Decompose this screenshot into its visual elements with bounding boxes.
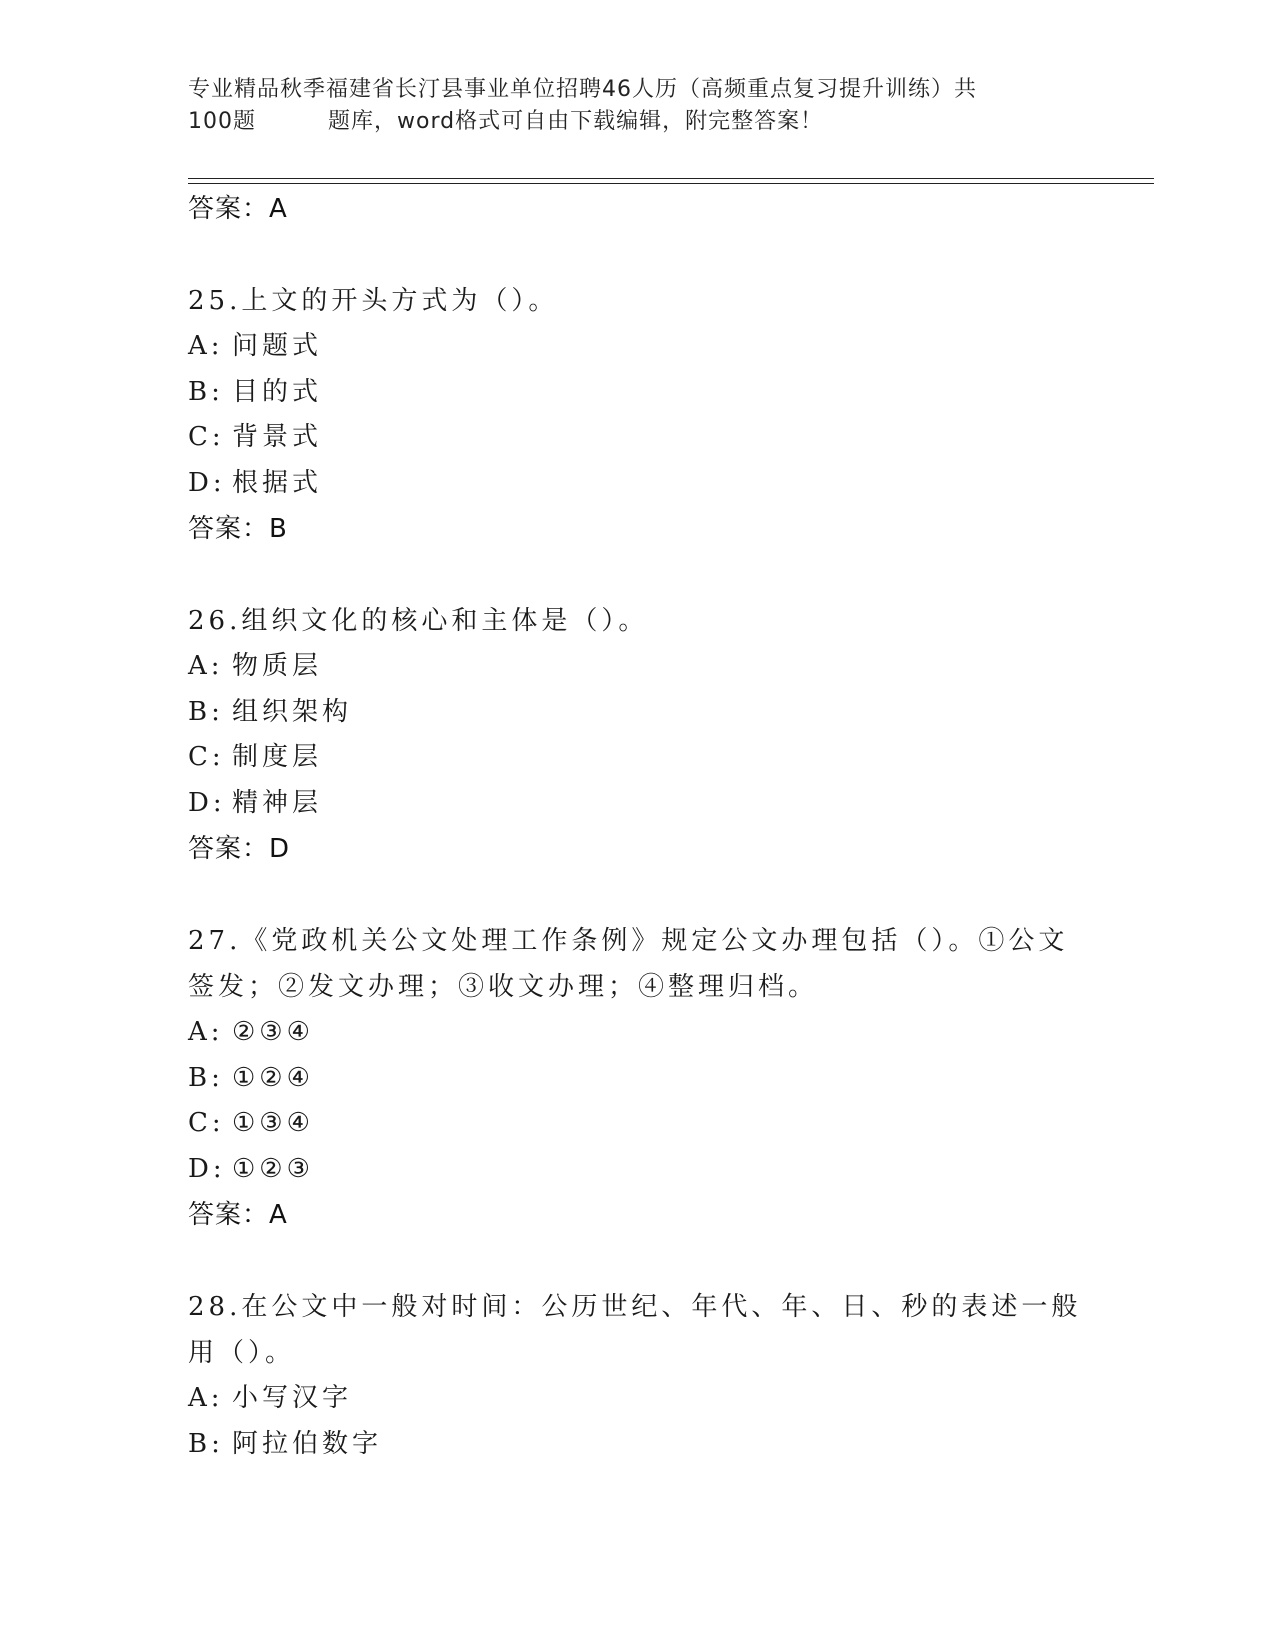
option-d <box>188 1147 1088 1193</box>
question-text: 25.上文的开头方式为（）。 <box>188 286 559 316</box>
option-b <box>188 1422 1088 1468</box>
answer-label: 答案：A <box>188 1200 288 1230</box>
option-text: 小写汉字 <box>232 1383 353 1413</box>
option-text: 背景式 <box>232 422 323 452</box>
option-c <box>188 735 1088 781</box>
question-text: 28.在公文中一般对时间：公历世纪、年代、年、日、秒的表述一般用（）。 <box>188 1292 1082 1368</box>
option-key: D: <box>188 1153 226 1184</box>
question-item <box>188 278 1088 552</box>
option-text: ①②④ <box>232 1062 314 1093</box>
question-text: 27.《党政机关公文处理工作条例》规定公文办理包括（）。①公文签发；②发文办理；③收文办理；④整理归档。 <box>188 926 1069 1002</box>
option-text: ①②③ <box>232 1153 314 1184</box>
header-divider-top <box>188 178 1154 179</box>
header-count: 100题 <box>188 109 256 134</box>
option-text: ②③④ <box>232 1017 314 1047</box>
option-b <box>188 370 1088 416</box>
option-text: 组织架构 <box>232 696 353 727</box>
answer-label: 答案：D <box>188 834 291 864</box>
question-item <box>188 918 1088 1238</box>
option-key: A: <box>188 1383 224 1413</box>
option-text: 根据式 <box>232 467 323 498</box>
page-header <box>188 74 1088 138</box>
header-title-line2 <box>188 106 1088 138</box>
option-c <box>188 1101 1088 1147</box>
option-d <box>188 461 1088 507</box>
option-text: 精神层 <box>232 787 323 818</box>
option-key: D: <box>188 787 226 818</box>
option-b <box>188 1056 1088 1102</box>
header-title-line1: 专业精品秋季福建省长汀县事业单位招聘46人历（高频重点复习提升训练）共 <box>188 77 977 102</box>
answer-label: 答案：A <box>188 194 288 224</box>
option-text: 物质层 <box>232 651 323 681</box>
option-key: B: <box>188 1428 224 1459</box>
answer-label: 答案：B <box>188 514 288 544</box>
option-a <box>188 324 1088 370</box>
option-key: C: <box>188 742 225 772</box>
option-key: A: <box>188 1017 224 1047</box>
option-a <box>188 1376 1088 1422</box>
option-d <box>188 781 1088 827</box>
option-key: B: <box>188 696 224 727</box>
option-b <box>188 690 1088 736</box>
option-key: D: <box>188 467 226 498</box>
option-key: C: <box>188 422 225 452</box>
question-item <box>188 1284 1088 1467</box>
option-text: 制度层 <box>232 742 323 772</box>
option-c <box>188 415 1088 461</box>
header-divider-bottom <box>188 183 1154 184</box>
option-text: 阿拉伯数字 <box>232 1428 383 1459</box>
question-text: 26.组织文化的核心和主体是（）。 <box>188 606 649 636</box>
option-text: 目的式 <box>232 376 323 407</box>
option-key: B: <box>188 1062 224 1093</box>
option-key: B: <box>188 376 224 407</box>
option-key: A: <box>188 651 224 681</box>
question-item <box>188 598 1088 872</box>
option-key: C: <box>188 1108 225 1138</box>
header-subtitle: 题库，word格式可自由下载编辑，附完整答案！ <box>328 109 824 134</box>
option-key: A: <box>188 331 224 361</box>
option-a <box>188 644 1088 690</box>
option-text: ①③④ <box>232 1108 314 1138</box>
question-list <box>188 186 1088 1467</box>
option-a <box>188 1010 1088 1056</box>
option-text: 问题式 <box>232 331 323 361</box>
